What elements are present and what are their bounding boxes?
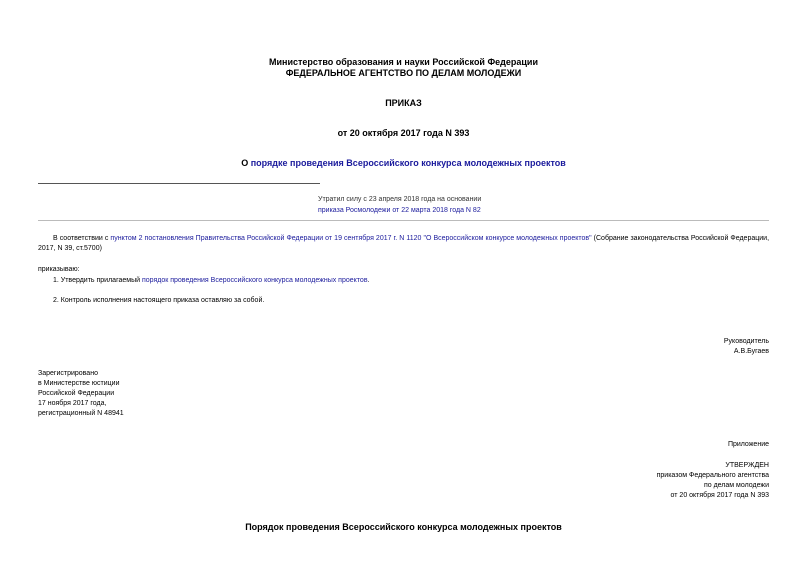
preamble-paragraph <box>38 234 769 254</box>
repeal-notice-link[interactable]: приказа Росмолодежи от 22 марта 2018 года N 82 <box>318 207 481 214</box>
preamble-suffix: (Собрание законодательства Российской Федерации, 2017, N 39, ст.5700) <box>38 235 770 252</box>
item1-prefix: 1. Утвердить прилагаемый <box>53 277 142 284</box>
signature-role: Руководитель <box>723 338 769 345</box>
title-separator <box>38 183 320 184</box>
doc-title <box>0 158 807 169</box>
registration-line: Зарегистрировано <box>38 370 98 377</box>
doc-title-link[interactable]: порядке проведения Всероссийского конкурса молодежных проектов <box>250 158 566 168</box>
order-word: приказываю: <box>38 266 80 273</box>
procedure-title: Порядок проведения Всероссийского конкурса молодежных проектов <box>245 522 562 532</box>
preamble-prefix: В соответствии с <box>53 235 111 242</box>
registration-block <box>38 369 124 419</box>
order-item-1 <box>53 276 370 286</box>
item1-suffix: . <box>367 277 370 284</box>
notice-separator <box>38 220 769 221</box>
doc-title-prefix: О <box>241 158 251 168</box>
appendix-label: Приложение <box>727 441 769 448</box>
registration-line: 17 ноября 2017 года, <box>38 400 107 407</box>
ministry-heading: Министерство образования и науки Российской Федерации <box>269 57 538 67</box>
appendix-line: от 20 октября 2017 года N 393 <box>670 492 769 499</box>
doc-date: от 20 октября 2017 года N 393 <box>337 128 470 138</box>
registration-line: в Министерстве юстиции <box>38 380 120 387</box>
approved-label: УТВЕРЖДЕН <box>725 462 769 469</box>
signature-name: А.В.Бугаев <box>733 348 769 355</box>
appendix-line: приказом Федерального агентства <box>656 472 769 479</box>
agency-heading: ФЕДЕРАЛЬНОЕ АГЕНТСТВО ПО ДЕЛАМ МОЛОДЕЖИ <box>285 68 522 78</box>
order-item-2: 2. Контроль исполнения настоящего приказа оставляю за собой. <box>53 297 265 304</box>
registration-line: Российской Федерации <box>38 390 115 397</box>
doc-type: ПРИКАЗ <box>385 98 422 108</box>
appendix-line: по делам молодежи <box>703 482 769 489</box>
repeal-notice: Утратил силу с 23 апреля 2018 года на основании <box>318 196 482 203</box>
item1-link[interactable]: порядок проведения Всероссийского конкурса молодежных проектов <box>141 277 368 284</box>
preamble-link[interactable]: пунктом 2 постановления Правительства Российской Федерации от 19 сентября 2017 г. N 1120 "О Всероссийском конкурсе молодежных проектов" <box>110 235 592 242</box>
registration-line: регистрационный N 48941 <box>38 410 124 417</box>
